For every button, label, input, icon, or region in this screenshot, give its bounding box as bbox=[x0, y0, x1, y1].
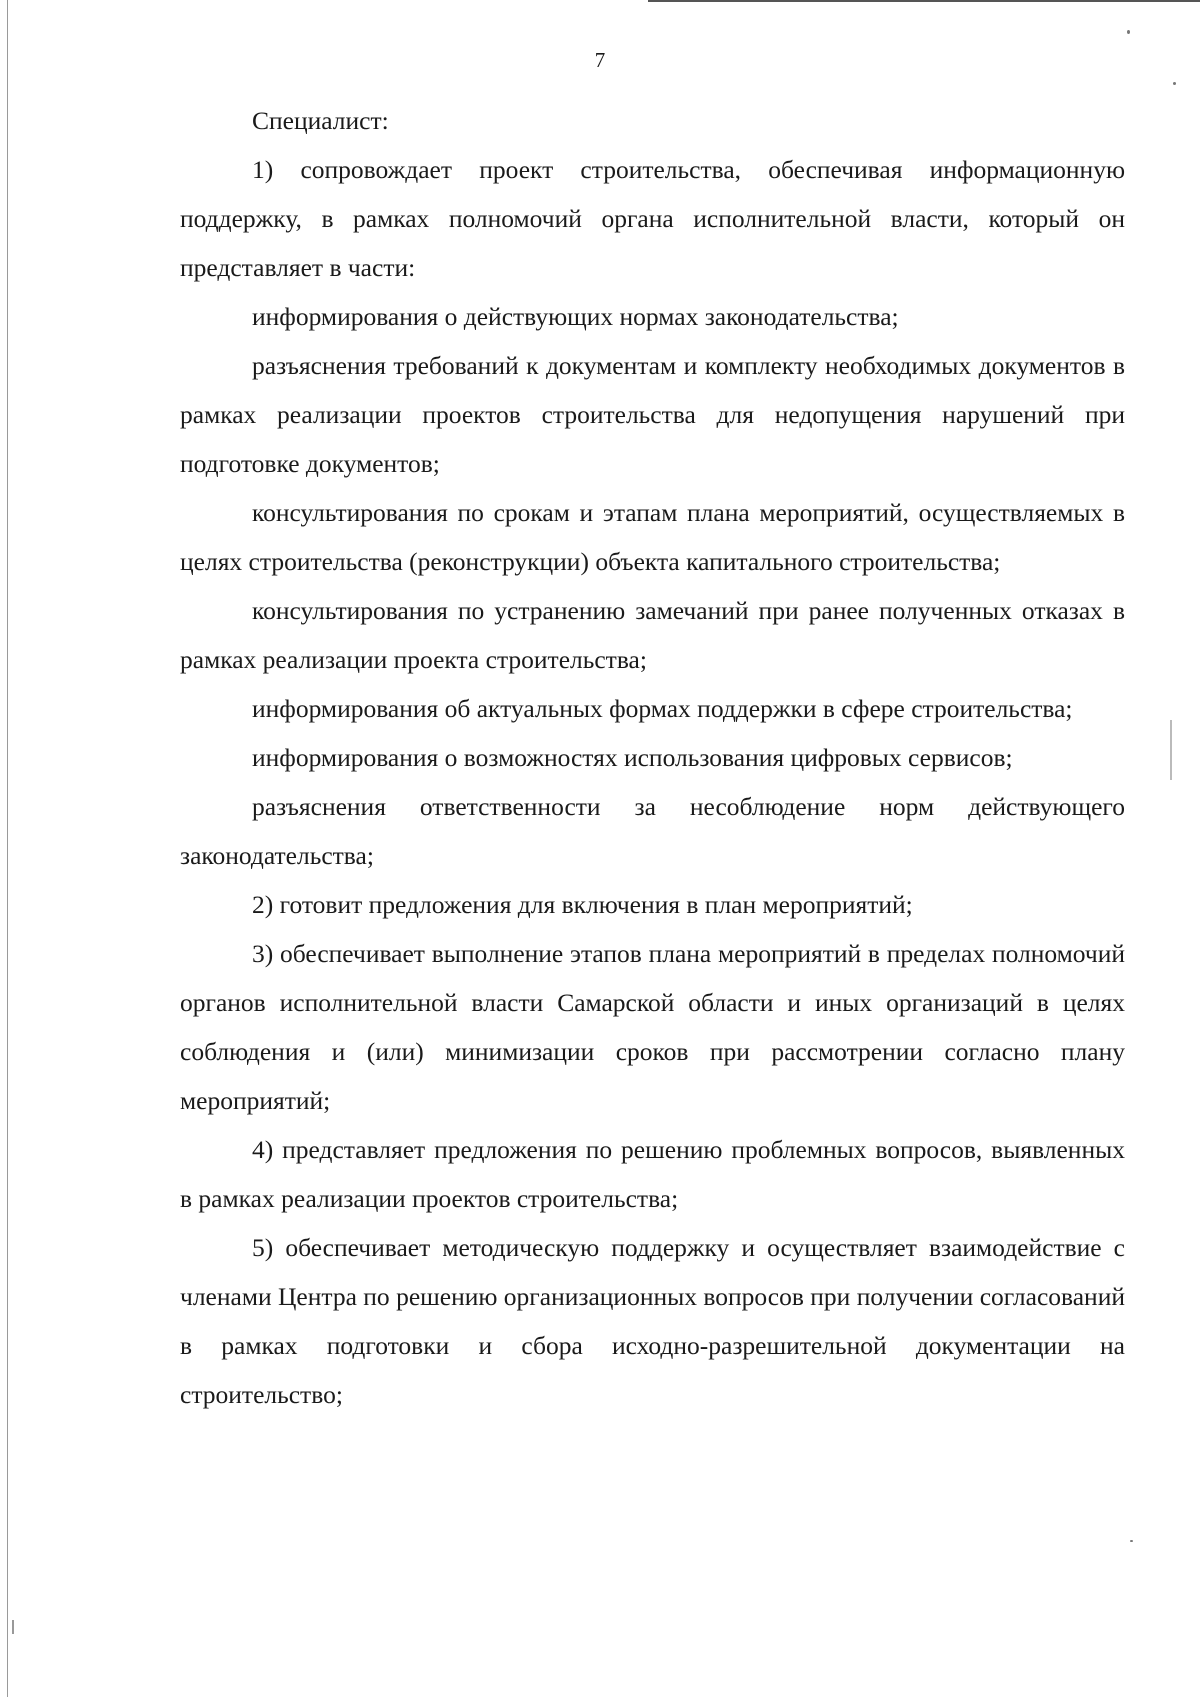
scan-speck bbox=[1127, 30, 1130, 34]
scan-edge-left bbox=[7, 0, 8, 1697]
paragraph-item-2: 2) готовит предложения для включения в план мероприятий; bbox=[252, 890, 913, 919]
paragraph-item-4: 4) представляет предложения по решению проблемных вопросов, выявленных в рамках реализации проектов строительства; bbox=[180, 1135, 1125, 1213]
paragraph-item-3: 3) обеспечивает выполнение этапов плана мероприятий в пределах полномочий органов исполнительной власти Самарской области и иных организаций в целях соблюдения и (или) минимизации сроков при рассмотрении согласно плану мероприятий; bbox=[180, 939, 1125, 1115]
scan-speck bbox=[1173, 82, 1176, 85]
paragraph-item-5: 5) обеспечивает методическую поддержку и осуществляет взаимодействие с членами Центра по решению организационных вопросов при получении согласований в рамках подготовки и сбора исходно-разрешительной документации на строительство; bbox=[180, 1233, 1125, 1409]
paragraph-explaining-responsibility: разъяснения ответственности за несоблюдение норм действующего законодательства; bbox=[180, 792, 1125, 870]
scan-edge-top bbox=[648, 0, 1200, 2]
paragraph-informing-support: информирования об актуальных формах поддержки в сфере строительства; bbox=[252, 694, 1073, 723]
paragraph-explaining-requirements: разъяснения требований к документам и комплекту необходимых документов в рамках реализации проектов строительства для недопущения нарушений при подготовке документов; bbox=[180, 351, 1125, 478]
paragraph-specialist-heading: Специалист: bbox=[252, 106, 389, 135]
scan-speck bbox=[1170, 720, 1172, 780]
scan-speck bbox=[1130, 1540, 1133, 1542]
paragraph-consulting-remarks: консультирования по устранению замечаний при ранее полученных отказах в рамках реализации проекта строительства; bbox=[180, 596, 1125, 674]
paragraph-consulting-terms: консультирования по срокам и этапам плана мероприятий, осуществляемых в целях строительства (реконструкции) объекта капитального строительства; bbox=[180, 498, 1125, 576]
document-body bbox=[180, 96, 1125, 1419]
paragraph-informing-norms: информирования о действующих нормах законодательства; bbox=[252, 302, 899, 331]
paragraph-informing-digital: информирования о возможностях использования цифровых сервисов; bbox=[252, 743, 1013, 772]
paragraph-item-1: 1) сопровождает проект строительства, обеспечивая информационную поддержку, в рамках полномочий органа исполнительной власти, который он представляет в части: bbox=[180, 155, 1125, 282]
scan-speck bbox=[12, 1620, 14, 1634]
page-number: 7 bbox=[594, 48, 606, 72]
